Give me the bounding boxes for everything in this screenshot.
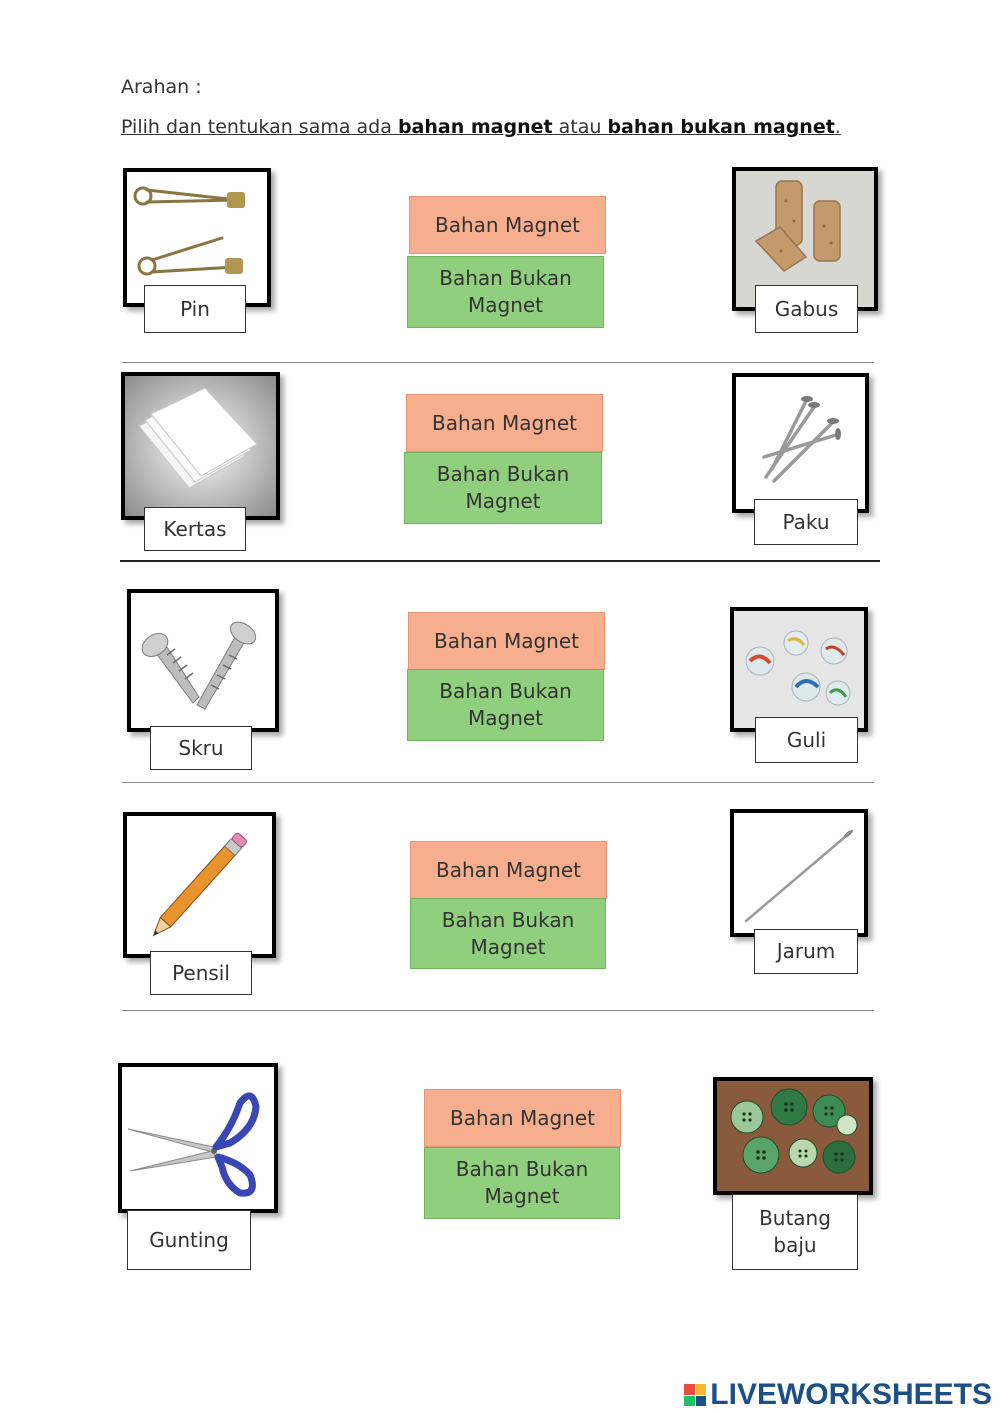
screws-icon <box>131 593 275 728</box>
paper-stack-icon <box>125 376 276 516</box>
pencil-image <box>123 812 276 958</box>
instructions-title: Arahan : <box>121 76 202 98</box>
magnet-button-row2[interactable]: Bahan Magnet <box>406 394 603 452</box>
liveworksheets-logo-icon <box>684 1384 706 1406</box>
nails-icon <box>736 377 865 509</box>
scissors-image <box>118 1063 278 1213</box>
needle-icon <box>734 813 864 933</box>
instructions-text: Pilih dan tentukan sama ada bahan magnet atau bahan bukan magnet. <box>121 116 841 138</box>
nails-image <box>732 373 869 513</box>
marbles-icon <box>734 611 864 728</box>
needle-image <box>730 809 868 937</box>
pencil-icon <box>127 816 272 954</box>
brand-name: LIVEWORKSHEETS <box>710 1378 992 1411</box>
item-label-gabus[interactable]: Gabus <box>755 285 858 333</box>
safety-pin-icon <box>127 172 267 303</box>
buttons-image <box>713 1077 873 1195</box>
paper-image <box>121 372 280 520</box>
non-magnet-button-row2[interactable]: Bahan Bukan Magnet <box>404 452 602 524</box>
non-magnet-button-row3[interactable]: Bahan Bukan Magnet <box>407 669 604 741</box>
non-magnet-button-row4[interactable]: Bahan Bukan Magnet <box>410 898 606 969</box>
magnet-button-row3[interactable]: Bahan Magnet <box>408 612 605 670</box>
row-divider <box>122 1010 874 1011</box>
item-label-jarum[interactable]: Jarum <box>754 929 858 974</box>
item-label-paku[interactable]: Paku <box>754 499 858 545</box>
row-divider <box>122 362 874 363</box>
non-magnet-button-row1[interactable]: Bahan Bukan Magnet <box>407 256 604 328</box>
row-divider <box>122 782 874 783</box>
liveworksheets-logo <box>684 1378 992 1412</box>
item-label-pensil[interactable]: Pensil <box>150 951 252 995</box>
magnet-button-row4[interactable]: Bahan Magnet <box>410 841 607 899</box>
magnet-button-row5[interactable]: Bahan Magnet <box>424 1089 621 1147</box>
non-magnet-button-row5[interactable]: Bahan Bukan Magnet <box>424 1147 620 1219</box>
item-label-pin[interactable]: Pin <box>144 285 246 333</box>
scissors-icon <box>122 1067 274 1209</box>
magnet-button-row1[interactable]: Bahan Magnet <box>409 196 606 254</box>
item-label-guli[interactable]: Guli <box>755 717 858 763</box>
item-label-skru[interactable]: Skru <box>150 726 252 770</box>
item-label-butang-baju[interactable]: Butang baju <box>732 1194 858 1270</box>
row-divider <box>120 560 880 562</box>
item-label-gunting[interactable]: Gunting <box>127 1210 251 1270</box>
screws-image <box>127 589 279 732</box>
item-label-kertas[interactable]: Kertas <box>144 507 246 551</box>
buttons-icon <box>717 1081 869 1191</box>
marbles-image <box>730 607 868 732</box>
